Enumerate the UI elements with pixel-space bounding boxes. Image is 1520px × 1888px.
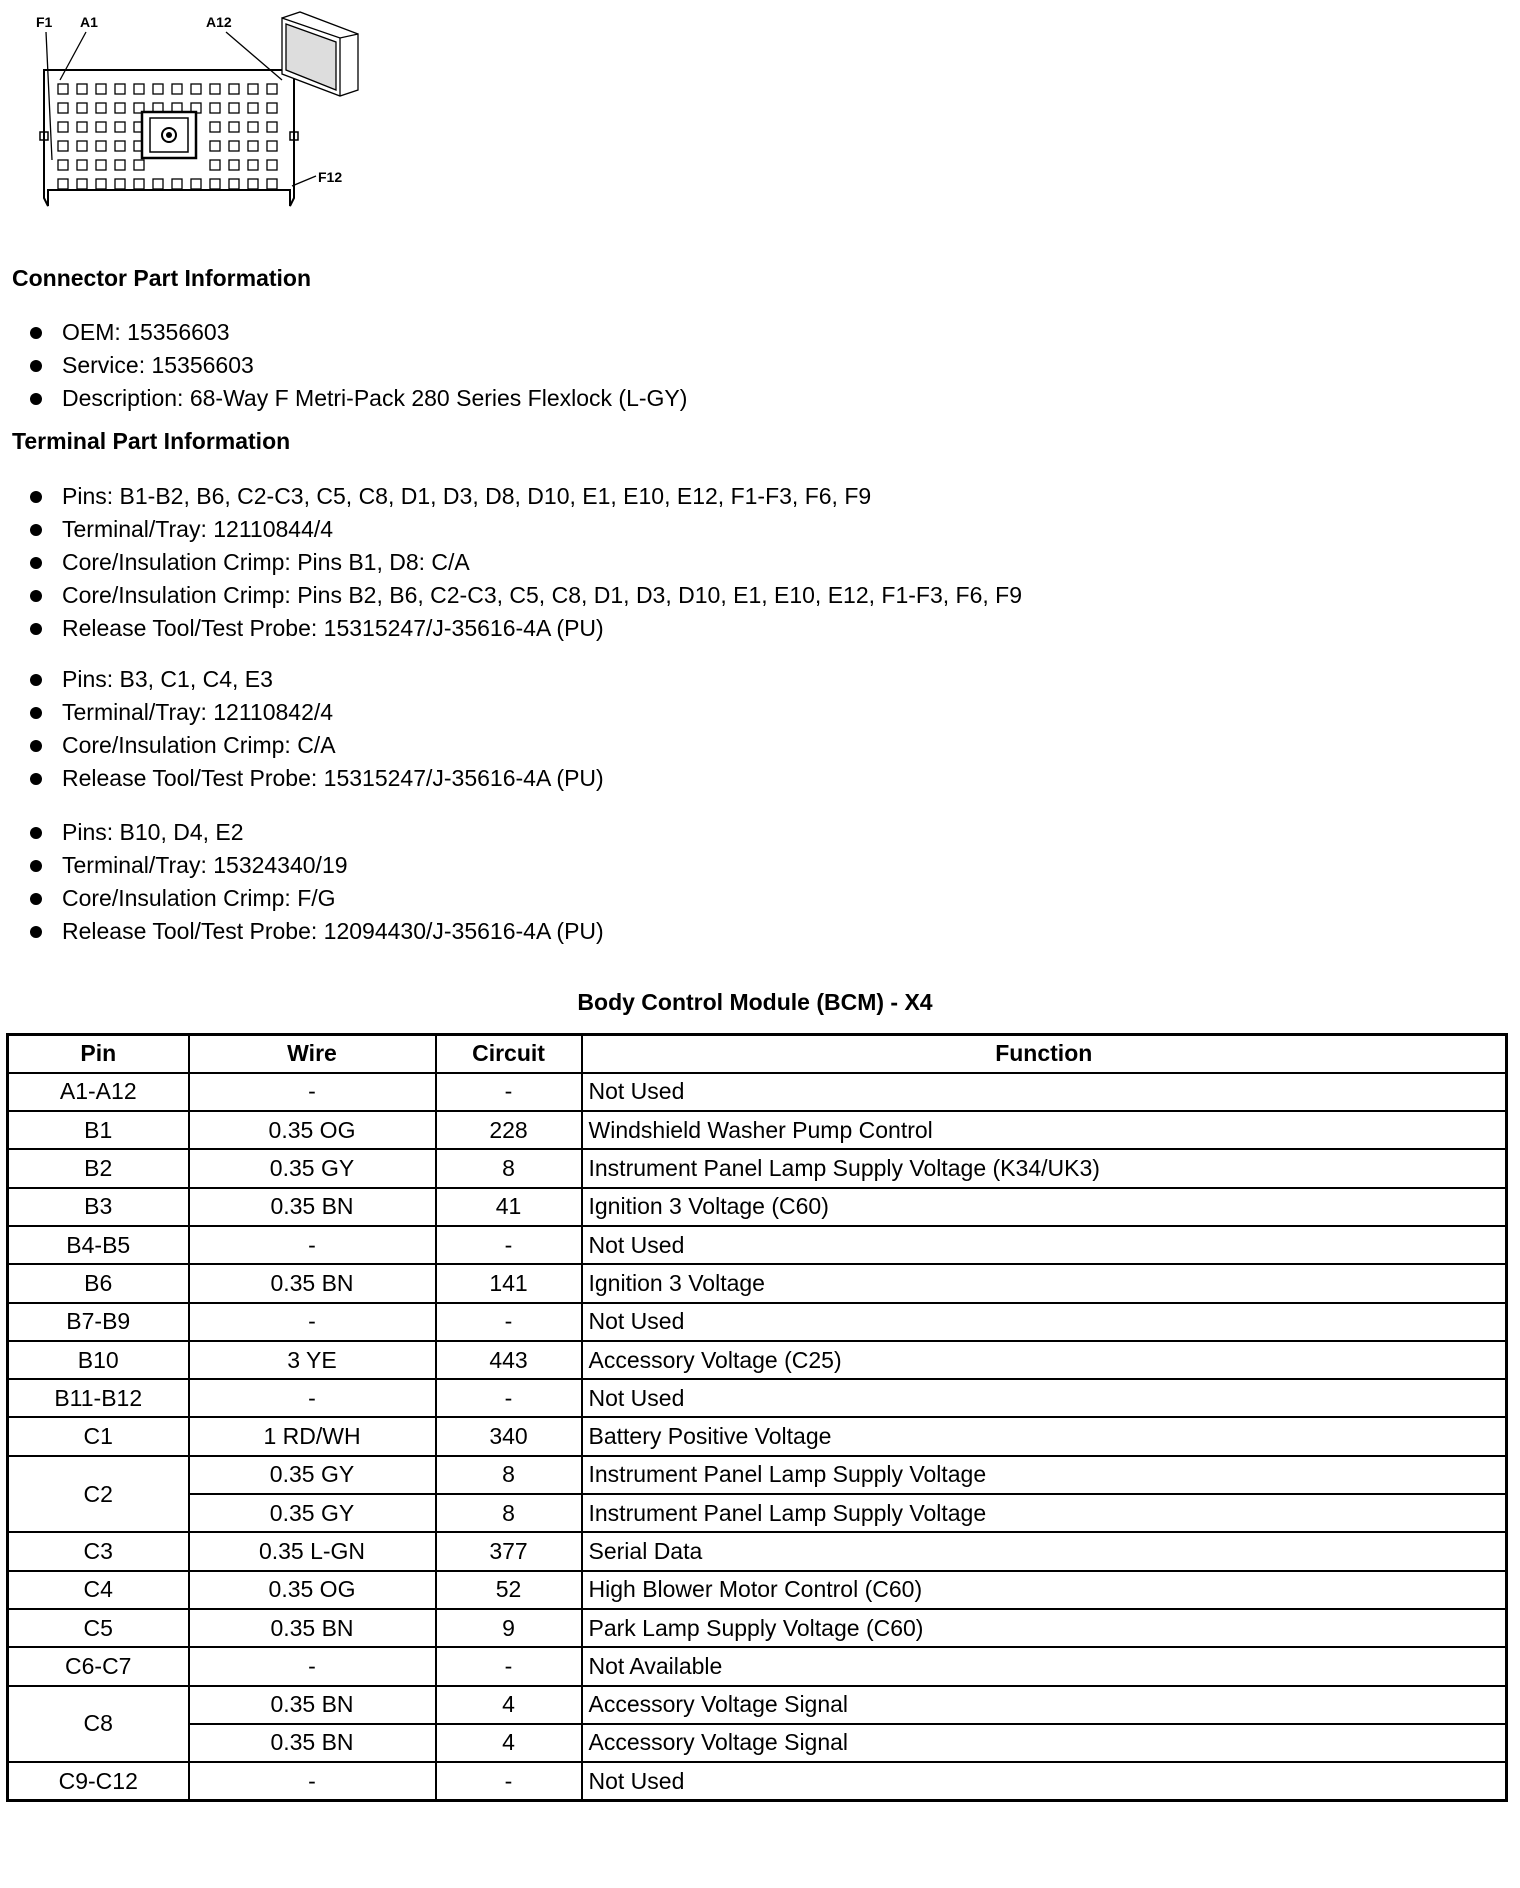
pin-cavity <box>210 179 220 189</box>
cell-pin: C4 <box>8 1571 189 1609</box>
pin-cavity <box>134 160 144 170</box>
cell-pin: B6 <box>8 1264 189 1302</box>
pin-cavity <box>134 179 144 189</box>
cell-wire: - <box>189 1226 436 1264</box>
pin-cavity <box>77 103 87 113</box>
table-header-row <box>8 1035 1507 1073</box>
pin-cavity <box>58 141 68 151</box>
pin-cavity <box>115 103 125 113</box>
pin-cavity <box>210 160 220 170</box>
header-function: Function <box>582 1035 1507 1073</box>
cell-function: Battery Positive Voltage <box>582 1417 1507 1455</box>
cell-function: Not Used <box>582 1379 1507 1417</box>
terminal-group-3 <box>28 816 604 948</box>
label-f1: F1 <box>36 14 53 30</box>
pin-cavity <box>77 122 87 132</box>
cell-circuit: 4 <box>436 1686 582 1724</box>
pin-cavity <box>229 103 239 113</box>
pin-cavity <box>267 179 277 189</box>
cell-wire: 0.35 BN <box>189 1686 436 1724</box>
cell-pin: B2 <box>8 1149 189 1187</box>
cell-function: Instrument Panel Lamp Supply Voltage (K34/UK3) <box>582 1149 1507 1187</box>
header-wire: Wire <box>189 1035 436 1073</box>
cell-pin: C3 <box>8 1532 189 1570</box>
cell-pin: B10 <box>8 1341 189 1379</box>
pin-cavity <box>248 179 258 189</box>
cell-function: Not Used <box>582 1762 1507 1800</box>
list-item: Pins: B3, C1, C4, E3 <box>28 663 604 696</box>
cell-pin: C5 <box>8 1609 189 1647</box>
pin-cavity <box>267 103 277 113</box>
pin-cavity <box>115 141 125 151</box>
pin-cavity <box>115 160 125 170</box>
list-item: Core/Insulation Crimp: F/G <box>28 882 604 915</box>
cell-pin: A1-A12 <box>8 1073 189 1111</box>
pin-cavity <box>229 179 239 189</box>
table-row <box>8 1609 1507 1647</box>
list-item: OEM: 15356603 <box>28 316 687 349</box>
pin-cavity <box>267 160 277 170</box>
cell-function: Park Lamp Supply Voltage (C60) <box>582 1609 1507 1647</box>
cell-pin: B11-B12 <box>8 1379 189 1417</box>
cell-circuit: 9 <box>436 1609 582 1647</box>
cell-function: Not Used <box>582 1303 1507 1341</box>
table-row <box>8 1686 1507 1724</box>
cell-wire: 0.35 GY <box>189 1456 436 1494</box>
pin-cavity <box>153 84 163 94</box>
pin-cavity <box>248 103 258 113</box>
table-row <box>8 1111 1507 1149</box>
pin-cavity <box>229 84 239 94</box>
list-item: Description: 68-Way F Metri-Pack 280 Series Flexlock (L-GY) <box>28 382 687 415</box>
pin-cavity <box>210 103 220 113</box>
table-row <box>8 1188 1507 1226</box>
cell-wire: - <box>189 1647 436 1685</box>
terminal-group-2 <box>28 663 604 795</box>
list-item: Pins: B1-B2, B6, C2-C3, C5, C8, D1, D3, D8, D10, E1, E10, E12, F1-F3, F6, F9 <box>28 480 1022 513</box>
cell-function: Accessory Voltage Signal <box>582 1686 1507 1724</box>
cell-function: Not Used <box>582 1073 1507 1111</box>
table-row <box>8 1724 1507 1762</box>
list-item: Terminal/Tray: 12110844/4 <box>28 513 1022 546</box>
list-item: Service: 15356603 <box>28 349 687 382</box>
list-item: Core/Insulation Crimp: C/A <box>28 729 604 762</box>
cell-function: Windshield Washer Pump Control <box>582 1111 1507 1149</box>
cell-pin: C1 <box>8 1417 189 1455</box>
cell-function: Not Used <box>582 1226 1507 1264</box>
cell-circuit: - <box>436 1303 582 1341</box>
pin-cavity <box>96 103 106 113</box>
cell-pin: B1 <box>8 1111 189 1149</box>
pin-cavity <box>267 122 277 132</box>
pin-cavity <box>96 84 106 94</box>
cell-circuit: - <box>436 1647 582 1685</box>
table-row <box>8 1762 1507 1800</box>
cell-wire: 1 RD/WH <box>189 1417 436 1455</box>
cell-wire: 0.35 OG <box>189 1571 436 1609</box>
pin-cavity <box>96 122 106 132</box>
cell-circuit: - <box>436 1226 582 1264</box>
table-title: Body Control Module (BCM) - X4 <box>577 989 933 1015</box>
pin-cavity <box>172 84 182 94</box>
cell-pin: C2 <box>8 1456 189 1533</box>
table-row <box>8 1417 1507 1455</box>
cell-pin: B7-B9 <box>8 1303 189 1341</box>
pin-cavity <box>58 179 68 189</box>
pin-cavity <box>248 84 258 94</box>
label-a1: A1 <box>80 14 98 30</box>
cell-circuit: 228 <box>436 1111 582 1149</box>
table-row <box>8 1456 1507 1494</box>
pin-cavity <box>248 122 258 132</box>
pin-cavity <box>248 141 258 151</box>
pin-cavity <box>191 84 201 94</box>
cell-pin: B3 <box>8 1188 189 1226</box>
cell-function: Instrument Panel Lamp Supply Voltage <box>582 1494 1507 1532</box>
cell-wire: 0.35 BN <box>189 1724 436 1762</box>
table-row <box>8 1532 1507 1570</box>
terminal-heading: Terminal Part Information <box>12 428 291 454</box>
cell-wire: 0.35 BN <box>189 1264 436 1302</box>
cell-function: High Blower Motor Control (C60) <box>582 1571 1507 1609</box>
header-pin: Pin <box>8 1035 189 1073</box>
table-row <box>8 1494 1507 1532</box>
table-body <box>8 1073 1507 1801</box>
table-row <box>8 1379 1507 1417</box>
pin-cavity <box>267 141 277 151</box>
cell-circuit: 340 <box>436 1417 582 1455</box>
cell-wire: 0.35 GY <box>189 1149 436 1187</box>
table-row <box>8 1149 1507 1187</box>
pin-cavity <box>77 84 87 94</box>
pin-cavity <box>210 84 220 94</box>
cell-pin: C9-C12 <box>8 1762 189 1800</box>
pin-cavity <box>229 141 239 151</box>
pin-cavity <box>58 84 68 94</box>
pin-cavity <box>77 141 87 151</box>
terminal-group-1 <box>28 480 1022 645</box>
cell-pin: C6-C7 <box>8 1647 189 1685</box>
pin-cavity <box>267 84 277 94</box>
cell-function: Ignition 3 Voltage (C60) <box>582 1188 1507 1226</box>
cell-function: Not Available <box>582 1647 1507 1685</box>
list-item: Core/Insulation Crimp: Pins B2, B6, C2-C3, C5, C8, D1, D3, D10, E1, E10, E12, F1-F3, F6, F9 <box>28 579 1022 612</box>
pin-cavity <box>115 122 125 132</box>
pin-cavity <box>77 160 87 170</box>
table-row <box>8 1571 1507 1609</box>
table-row <box>8 1226 1507 1264</box>
cell-circuit: 8 <box>436 1149 582 1187</box>
pin-cavity <box>115 84 125 94</box>
list-item: Release Tool/Test Probe: 12094430/J-35616-4A (PU) <box>28 915 604 948</box>
pin-cavity <box>134 84 144 94</box>
cell-function: Instrument Panel Lamp Supply Voltage <box>582 1456 1507 1494</box>
cell-circuit: 8 <box>436 1494 582 1532</box>
connector-heading: Connector Part Information <box>12 265 312 291</box>
header-circuit: Circuit <box>436 1035 582 1073</box>
pin-cavity <box>210 122 220 132</box>
pin-cavity <box>96 141 106 151</box>
label-a12: A12 <box>206 14 232 30</box>
cell-function: Serial Data <box>582 1532 1507 1570</box>
pin-cavity <box>77 179 87 189</box>
cell-circuit: 52 <box>436 1571 582 1609</box>
table-row <box>8 1341 1507 1379</box>
pin-cavity <box>96 179 106 189</box>
list-item: Release Tool/Test Probe: 15315247/J-35616-4A (PU) <box>28 762 604 795</box>
pin-cavity <box>172 179 182 189</box>
table-row <box>8 1647 1507 1685</box>
pin-cavity <box>115 179 125 189</box>
cell-circuit: 8 <box>436 1456 582 1494</box>
cell-circuit: - <box>436 1762 582 1800</box>
cell-wire: - <box>189 1303 436 1341</box>
cell-wire: 0.35 GY <box>189 1494 436 1532</box>
cell-function: Accessory Voltage (C25) <box>582 1341 1507 1379</box>
list-item: Terminal/Tray: 15324340/19 <box>28 849 604 882</box>
bcm-pinout-table <box>6 1033 1508 1802</box>
cell-wire: 3 YE <box>189 1341 436 1379</box>
pin-cavity <box>58 160 68 170</box>
cell-circuit: 4 <box>436 1724 582 1762</box>
pin-cavity <box>210 141 220 151</box>
pin-cavity <box>248 160 258 170</box>
cell-pin: B4-B5 <box>8 1226 189 1264</box>
pin-cavity <box>58 122 68 132</box>
cell-wire: - <box>189 1379 436 1417</box>
table-row <box>8 1073 1507 1111</box>
cell-circuit: 443 <box>436 1341 582 1379</box>
cell-function: Ignition 3 Voltage <box>582 1264 1507 1302</box>
cell-wire: - <box>189 1073 436 1111</box>
pin-cavity <box>96 160 106 170</box>
label-f12: F12 <box>318 169 343 185</box>
connector-diagram <box>0 0 400 220</box>
pin-cavity <box>153 179 163 189</box>
cell-wire: 0.35 L-GN <box>189 1532 436 1570</box>
cell-circuit: - <box>436 1379 582 1417</box>
cell-wire: 0.35 OG <box>189 1111 436 1149</box>
pin-cavity <box>191 179 201 189</box>
cell-wire: 0.35 BN <box>189 1188 436 1226</box>
pin-cavity <box>229 160 239 170</box>
table-row <box>8 1303 1507 1341</box>
list-item: Core/Insulation Crimp: Pins B1, D8: C/A <box>28 546 1022 579</box>
list-item: Release Tool/Test Probe: 15315247/J-35616-4A (PU) <box>28 612 1022 645</box>
cell-wire: 0.35 BN <box>189 1609 436 1647</box>
pin-cavity <box>229 122 239 132</box>
connector-list <box>28 316 687 415</box>
cell-pin: C8 <box>8 1686 189 1763</box>
cell-function: Accessory Voltage Signal <box>582 1724 1507 1762</box>
table-row <box>8 1264 1507 1302</box>
pin-cavity <box>58 103 68 113</box>
cell-circuit: - <box>436 1073 582 1111</box>
list-item: Pins: B10, D4, E2 <box>28 816 604 849</box>
cell-wire: - <box>189 1762 436 1800</box>
cell-circuit: 141 <box>436 1264 582 1302</box>
cell-circuit: 41 <box>436 1188 582 1226</box>
list-item: Terminal/Tray: 12110842/4 <box>28 696 604 729</box>
cell-circuit: 377 <box>436 1532 582 1570</box>
